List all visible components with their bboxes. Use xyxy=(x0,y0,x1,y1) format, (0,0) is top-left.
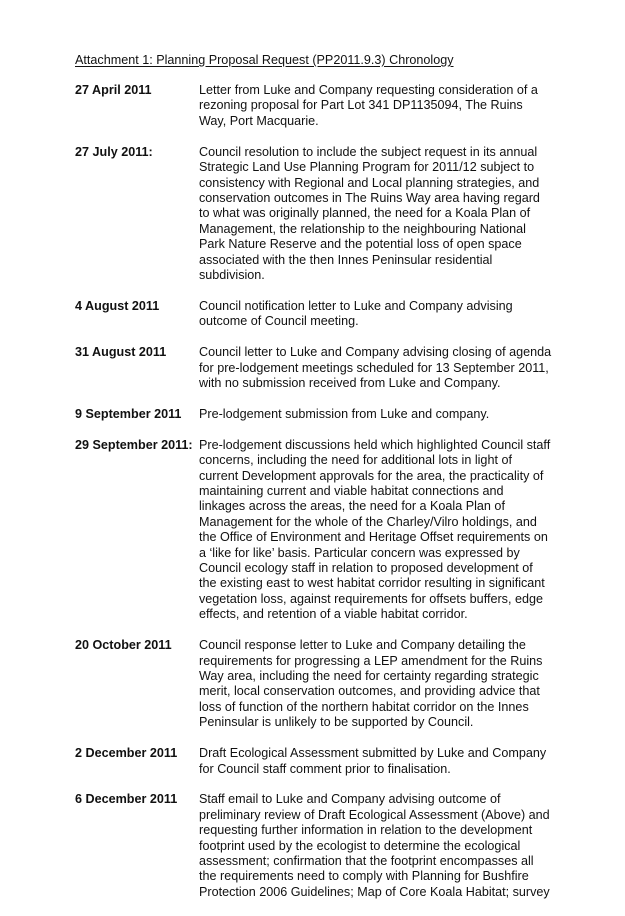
description-line: subdivision. xyxy=(199,267,265,282)
description-line: Park Nature Reserve and the potential loss of open space xyxy=(199,237,522,252)
entry-date: 6 December 2011 xyxy=(75,792,178,807)
chronology-entry xyxy=(75,438,565,623)
description-line: consistency with Regional and Local planning strategies, and xyxy=(199,175,540,190)
entry-description xyxy=(199,345,565,391)
description-line: Way area, including the need for certainty regarding strategic xyxy=(199,669,539,683)
description-line: Council letter to Luke and Company advising closing of agenda xyxy=(199,345,552,360)
description-line: Council resolution to include the subject request in its annual xyxy=(199,144,538,159)
description-line: requesting further information in relation to the development xyxy=(199,823,533,838)
chronology-entry xyxy=(75,299,565,330)
entry-date: 27 July 2011: xyxy=(75,144,153,159)
entry-description xyxy=(199,83,565,129)
description-line: maintaining current and viable habitat connections and xyxy=(199,484,504,499)
description-line: Council notification letter to Luke and Company advising xyxy=(199,298,513,313)
description-line: Council response letter to Luke and Company detailing the xyxy=(199,638,526,653)
entry-description xyxy=(199,792,565,900)
description-line: the existing east to west habitat corridor resulting in significant xyxy=(199,576,545,591)
description-line: Management, the relationship to the neighbouring National xyxy=(199,221,526,236)
description-line: Pre-lodgement discussions held which highlighted Council staff xyxy=(199,437,551,452)
description-line: Staff email to Luke and Company advising outcome of xyxy=(199,792,501,807)
entry-description xyxy=(199,145,565,284)
description-line: current Development approvals for the area, the practicality of xyxy=(199,468,544,483)
entry-description xyxy=(199,407,565,422)
entry-description xyxy=(199,746,565,777)
chronology-entry xyxy=(75,407,565,422)
description-line: conservation outcomes in The Ruins Way area having regard xyxy=(199,190,540,205)
description-line: for Council staff comment prior to finalisation. xyxy=(199,761,451,776)
description-line: assessment; confirmation that the footprint encompasses all xyxy=(199,854,534,869)
description-line: associated with the then Innes Peninsular residential xyxy=(199,252,493,267)
description-line: Strategic Land Use Planning Program for 2011/12 subject to xyxy=(199,160,535,175)
description-line: a ‘like for like’ basis. Particular concern was expressed by xyxy=(199,545,520,560)
description-line: Letter from Luke and Company requesting consideration of a xyxy=(199,83,538,97)
description-line: preliminary review of Draft Ecological Assessment (Above) and xyxy=(199,807,550,822)
description-line: footprint used by the ecologist to determine the ecological xyxy=(199,838,521,853)
description-line: outcome of Council meeting. xyxy=(199,314,359,329)
document-title: Attachment 1: Planning Proposal Request (PP2011.9.3) Chronology xyxy=(75,53,454,67)
entry-description xyxy=(199,638,565,730)
entry-date: 4 August 2011 xyxy=(75,298,160,313)
chronology-entry xyxy=(75,638,565,730)
description-line: rezoning proposal for Part Lot 341 DP1135094, The Ruins xyxy=(199,98,523,113)
description-line: Draft Ecological Assessment submitted by Luke and Company xyxy=(199,746,547,761)
entry-date: 29 September 2011: xyxy=(75,437,193,452)
entry-date: 31 August 2011 xyxy=(75,345,167,360)
chronology-entry xyxy=(75,345,565,391)
description-line: Pre-lodgement submission from Luke and company. xyxy=(199,406,490,421)
description-line: the Office of Environment and Heritage Offset requirements on xyxy=(199,530,548,545)
description-line: with no submission received from Luke and Company. xyxy=(199,376,501,390)
description-line: merit, local conservation outcomes, and providing advice that xyxy=(199,684,540,699)
entry-date: 27 April 2011 xyxy=(75,83,152,97)
description-line: the requirements need to comply with Planning for Bushfire xyxy=(199,869,529,884)
chronology-entry xyxy=(75,746,565,777)
description-line: vegetation loss, against requirements for offsets buffers, edge xyxy=(199,591,543,606)
description-line: linkages across the areas, the need for a Koala Plan of xyxy=(199,499,505,514)
description-line: to what was originally planned, the need for a Koala Plan of xyxy=(199,206,531,221)
description-line: Peninsular is unlikely to be supported by Council. xyxy=(199,715,474,730)
description-line: Way, Port Macquarie. xyxy=(199,113,319,128)
entry-date: 9 September 2011 xyxy=(75,406,182,421)
description-line: concerns, including the need for additional lots in light of xyxy=(199,453,512,468)
entry-date: 2 December 2011 xyxy=(75,746,178,761)
description-line: Council ecology staff in relation to proposed development of xyxy=(199,561,533,576)
description-line: requirements for progressing a LEP amendment for the Ruins xyxy=(199,653,543,668)
entry-date: 20 October 2011 xyxy=(75,638,172,653)
entry-description xyxy=(199,299,565,330)
description-line: effects, and retention of a viable habitat corridor. xyxy=(199,607,468,622)
entry-description xyxy=(199,438,565,623)
description-line: Management for the whole of the Charley/Vilro holdings, and xyxy=(199,514,537,529)
description-line: for pre-lodgement meetings scheduled for 13 September 2011, xyxy=(199,360,549,375)
chronology-entry xyxy=(75,83,565,129)
chronology-entry xyxy=(75,145,565,284)
chronology-list xyxy=(75,83,565,916)
chronology-entry xyxy=(75,792,565,900)
description-line: loss of function of the northern habitat corridor on the Innes xyxy=(199,699,529,714)
description-line: Protection 2006 Guidelines; Map of Core Koala Habitat; survey xyxy=(199,884,550,899)
